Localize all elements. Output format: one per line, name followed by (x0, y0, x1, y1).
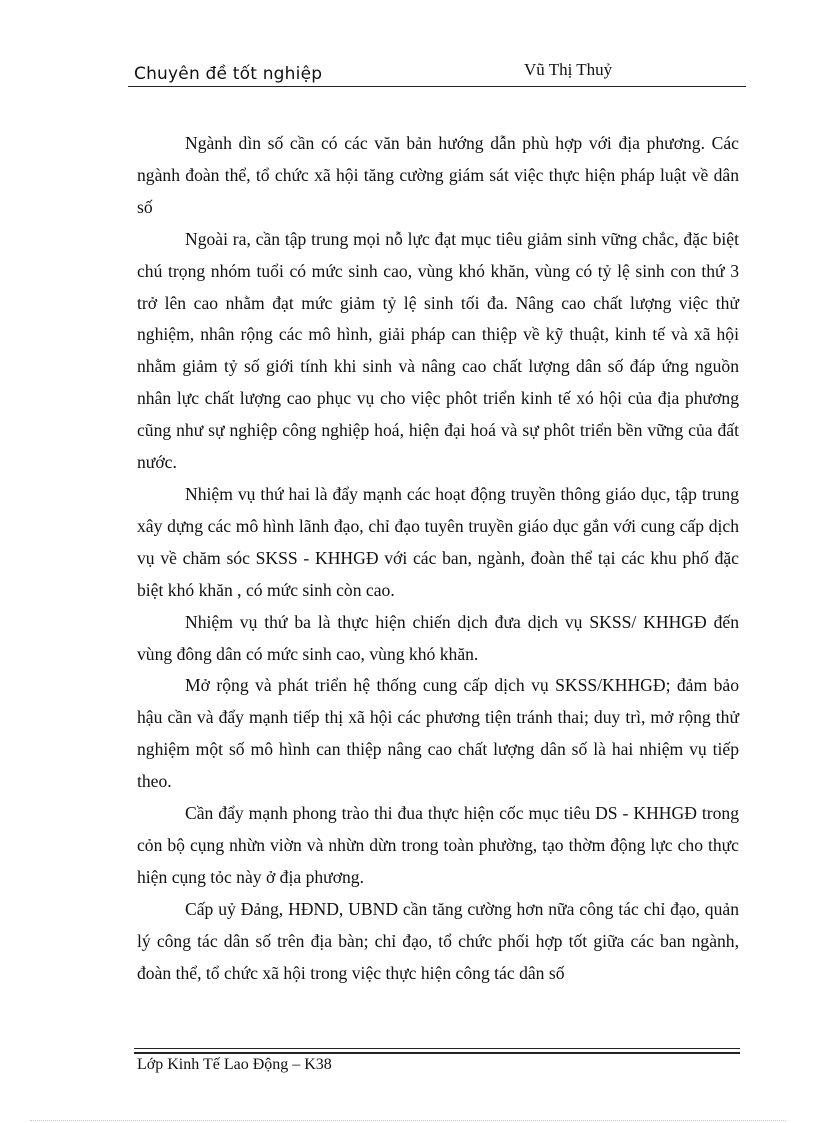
paragraph: Ngoài ra, cần tập trung mọi nỗ lực đạt mục tiêu giảm sinh vững chắc, đặc biệt chú trọng nhóm tuổi có mức sinh cao, vùng khó khăn, vùng có tỷ lệ sinh con thứ 3 trở lên cao nhằm đạt mức giảm tỷ lệ sinh tối đa. Nâng cao chất lượng việc thử nghiệm, nhân rộng các mô hình, giải pháp can thiệp về kỹ thuật, kinh tế và xã hội nhằm giảm tỷ số giới tính khi sinh và nâng cao chất lượng dân số đáp ứng nguồn nhân lực chất lượng cao phục vụ cho việc phôt triển kinh tế xó hội của địa phương cũng như sự nghiệp công nghiệp hoá, hiện đại hoá và sự phôt triển bền vững của đất nước. (137, 228, 739, 473)
paragraph: Mở rộng và phát triển hệ thống cung cấp dịch vụ SKSS/KHHGĐ; đảm bảo hậu cần và đẩy mạnh tiếp thị xã hội các phương tiện tránh thai; duy trì, mở rộng thử nghiệm một số mô hình can thiệp nâng cao chất lượng dân số là hai nhiệm vụ tiếp theo. (137, 675, 739, 792)
document-title: Chuyên đề tốt nghiệp (134, 64, 323, 84)
paragraph: Ngành dìn số cần có các văn bản hướng dẫn phù hợp với địa phương. Các ngành đoàn thể, tổ chức xã hội tăng cường giám sát việc thực hiện pháp luật về dân số (137, 133, 739, 217)
footer-divider-thick (134, 1052, 740, 1054)
header-divider (128, 86, 746, 87)
page-header (128, 58, 746, 88)
paragraph: Cấp uỷ Đảng, HĐND, UBND cần tăng cường hơn nữa công tác chỉ đạo, quản lý công tác dân số trên địa bàn; chỉ đạo, tổ chức phối hợp tốt giữa các ban ngành, đoàn thể, tổ chức xã hội trong việc thực hiện công tác dân số (137, 898, 739, 983)
paragraph: Cần đẩy mạnh phong trào thi đua thực hiện cốc mục tiêu DS - KHHGĐ trong cỏn bộ cụng nhừn viờn và nhừn dừn trong toàn phường, tạo thờm động lực cho thực hiện cụng tỏc này ở địa phương. (137, 803, 739, 887)
page-edge-dotted-line (30, 1120, 786, 1121)
body-text (137, 128, 739, 989)
author-name: Vũ Thị Thuỷ (524, 60, 613, 79)
paragraph: Nhiệm vụ thứ ba là thực hiện chiến dịch đưa dịch vụ SKSS/ KHHGĐ đến vùng đông dân có mức sinh cao, vùng khó khăn. (137, 611, 739, 664)
footer-divider (134, 1048, 740, 1049)
page-footer: Lớp Kinh Tế Lao Động – K38 (137, 1056, 332, 1073)
paragraph: Nhiệm vụ thứ hai là đẩy mạnh các hoạt động truyền thông giáo dục, tập trung xây dựng các mô hình lãnh đạo, chỉ đạo tuyên truyền giáo dục gắn với cung cấp dịch vụ về chăm sóc SKSS - KHHGĐ với các ban, ngành, đoàn thể tại các khu phố đặc biệt khó khăn , có mức sinh còn cao. (137, 483, 739, 600)
